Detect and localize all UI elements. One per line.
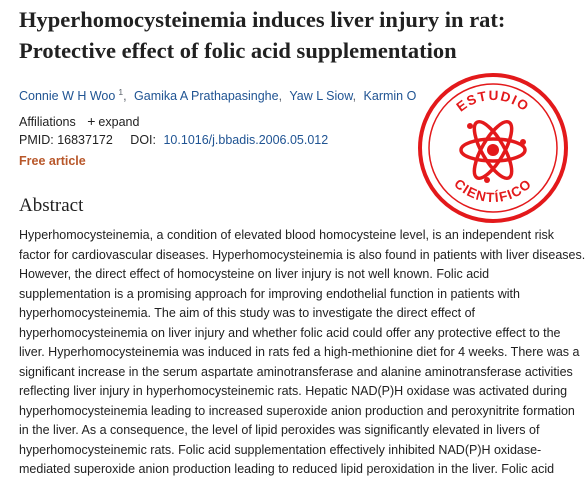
author-separator: , [352,89,357,103]
pmid: PMID: 16837172 [19,133,113,147]
identifiers-row [19,133,328,147]
free-article-label: Free article [19,154,86,168]
abstract-line: reflecting liver injury in hyperhomocysteinemic rats. Hepatic NAD(P)H oxidase was activated during [19,384,568,398]
abstract-line: supplementation is a promising approach for improving endothelial function in patients with [19,286,520,301]
abstract-line: hyperhomocysteinemia leading to increased superoxide anion production and peroxynitrite formation [19,403,575,418]
abstract-line: mediated superoxide anion production leading to reduced lipid peroxidation in the liver. Folic acid [19,462,555,476]
plus-icon[interactable]: + [87,113,96,129]
affiliations-row [19,113,139,129]
expand-affiliations-button[interactable]: expand [98,115,140,129]
author-list [19,87,416,103]
abstract-line: in the liver. As a consequence, the level of lipid peroxides was significantly elevated in livers of [19,423,540,437]
abstract-line: significant increase in the serum aspartate aminotransferase and alanine aminotransferase activities [19,364,573,379]
abstract-text [19,226,584,480]
abstract-line: hyperhomocysteinemia. The aim of this study was to investigate the direct effect of [19,306,476,320]
title-line: Protective effect of folic acid supplementation [19,38,457,63]
abstract-line: However, the direct effect of homocysteine on liver injury is not well known. Folic acid [19,267,490,281]
author-link[interactable]: Gamika A Prathapasinghe [134,89,279,103]
author-separator: , [278,89,283,103]
abstract-line: liver. Hyperhomocysteinemia was induced in rats fed a high-methionine diet for 4 weeks. There was a [19,345,580,359]
author-separator: , [123,89,127,103]
affiliations-label: Affiliations [19,115,76,129]
author-affiliation-number[interactable]: 1 [118,87,124,97]
abstract-line: factor for cardiovascular diseases. Hyperhomocysteinemia is also found in patients with liver diseases. [19,247,586,262]
stamp-top-textpath: ESTUDIO [453,87,533,115]
abstract-line: Hyperhomocysteinemia, a condition of elevated blood homocysteine level, is an independent risk [19,228,555,242]
author-link[interactable]: Karmin O [363,89,417,103]
abstract-line: hyperhomocysteinemia on liver injury and whether folic acid could offer any protective effect to the [19,325,561,340]
abstract-heading: Abstract [19,195,84,216]
doi-link[interactable]: 10.1016/j.bbadis.2006.05.012 [163,133,329,147]
title-line: Hyperhomocysteinemia induces liver injury in rat: [19,7,506,32]
stamp-bottom-textpath: CIENTÍFICO [451,175,535,206]
abstract-line: hyperhomocysteinemic rats. Folic acid supplementation effectively inhibited NAD(P)H oxidase- [19,442,542,457]
article-title [19,4,539,66]
doi-label: DOI: [130,133,156,147]
estudio-cientifico-stamp [417,72,569,224]
author-link[interactable]: Connie W H Woo [19,89,116,103]
author-link[interactable]: Yaw L Siow [289,89,353,103]
